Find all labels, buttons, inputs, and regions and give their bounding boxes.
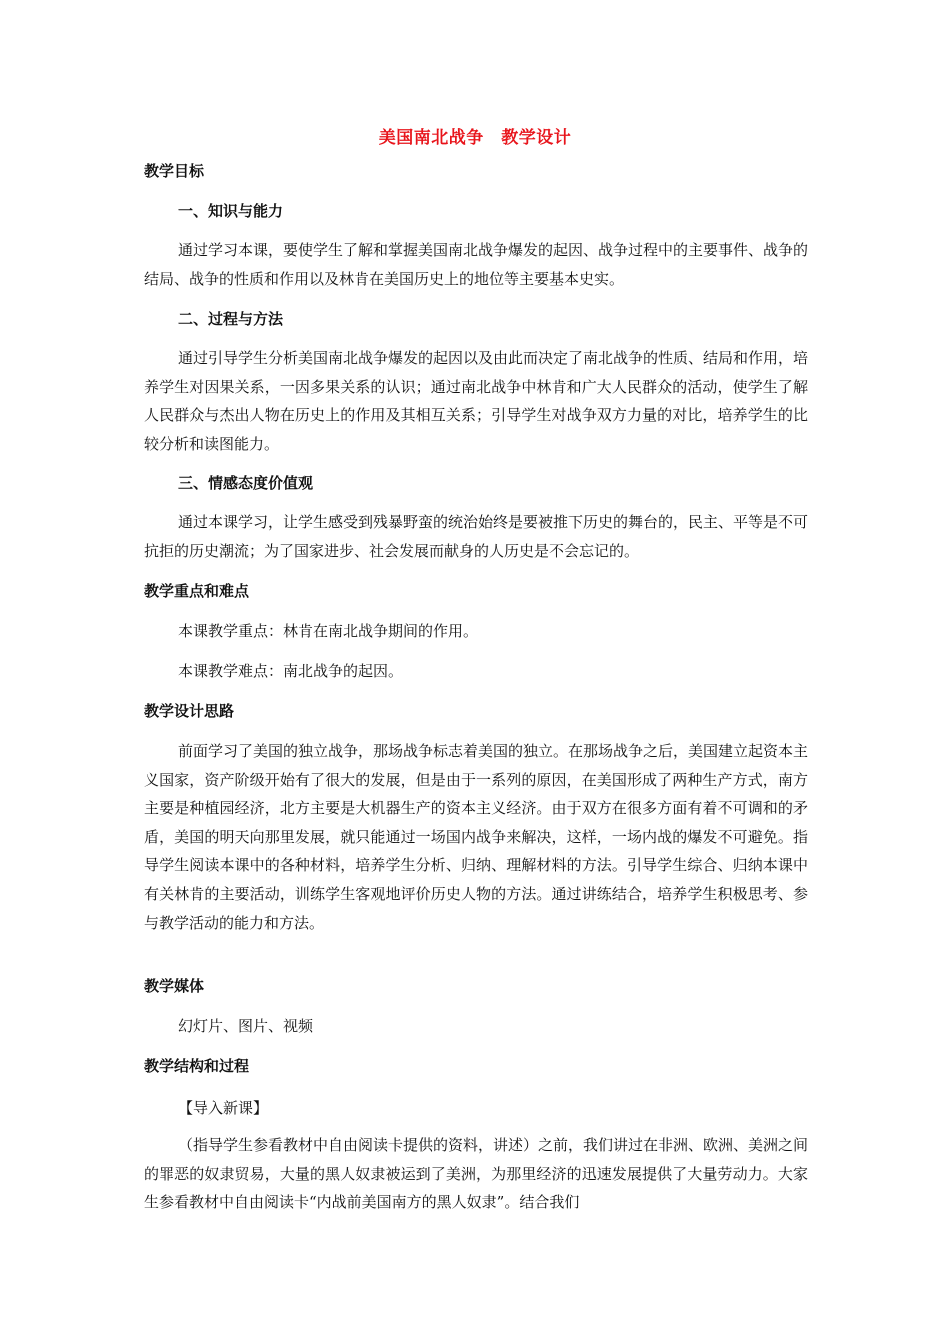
- heading-structure: 教学结构和过程: [144, 1057, 250, 1075]
- label-intro: 【导入新课】: [178, 1099, 269, 1117]
- heading-knowledge: 一、知识与能力: [178, 202, 284, 220]
- paragraph-design: 前面学习了美国的独立战争，那场战争标志着美国的独立。在那场战争之后，美国建立起资本主义国家，资产阶级开始有了很大的发展，但是由于一系列的原因，在美国形成了两种生产方式，南方主要是种植园经济，北方主要是大机器生产的资本主义经济。由于双方在很多方面有着不可调和的矛盾，美国的明天向那里发展，就只能通过一场国内战争来解决，这样，一场内战的爆发不可避免。指导学生阅读本课中的各种材料，培养学生分析、归纳、理解材料的方法。引导学生综合、归纳本课中有关林肯的主要活动，训练学生客观地评价历史人物的方法。通过讲练结合，培养学生积极思考、参与教学活动的能力和方法。: [144, 742, 809, 932]
- text-focus: 本课教学重点：林肯在南北战争期间的作用。: [178, 622, 479, 640]
- paragraph-intro: （指导学生参看教材中自由阅读卡提供的资料，讲述）之前，我们讲过在非洲、欧洲、美洲之间的罪恶的奴隶贸易，大量的黑人奴隶被运到了美洲，为那里经济的迅速发展提供了大量劳动力。大家生参看教材中自由阅读卡“内战前美国南方的黑人奴隶”。结合我们: [144, 1136, 809, 1212]
- heading-objectives: 教学目标: [144, 162, 205, 180]
- text-difficulty: 本课教学难点：南北战争的起因。: [178, 662, 404, 680]
- heading-values: 三、情感态度价值观: [178, 474, 314, 492]
- heading-key-points: 教学重点和难点: [144, 582, 250, 600]
- heading-media: 教学媒体: [144, 977, 205, 995]
- heading-design: 教学设计思路: [144, 702, 235, 720]
- paragraph-process: 通过引导学生分析美国南北战争爆发的起因以及由此而决定了南北战争的性质、结局和作用，培养学生对因果关系，一因多果关系的认识；通过南北战争中林肯和广大人民群众的活动，使学生了解人民群众与杰出人物在历史上的作用及其相互关系；引导学生对战争双方力量的对比，培养学生的比较分析和读图能力。: [144, 349, 809, 453]
- heading-process: 二、过程与方法: [178, 310, 284, 328]
- paragraph-knowledge: 通过学习本课，要使学生了解和掌握美国南北战争爆发的起因、战争过程中的主要事件、战争的结局、战争的性质和作用以及林肯在美国历史上的地位等主要基本史实。: [144, 241, 809, 288]
- paragraph-values: 通过本课学习，让学生感受到残暴野蛮的统治始终是要被推下历史的舞台的，民主、平等是不可抗拒的历史潮流；为了国家进步、社会发展而献身的人历史是不会忘记的。: [144, 513, 809, 560]
- document-title: 美国南北战争 教学设计: [378, 128, 572, 148]
- text-media: 幻灯片、图片、视频: [178, 1017, 314, 1035]
